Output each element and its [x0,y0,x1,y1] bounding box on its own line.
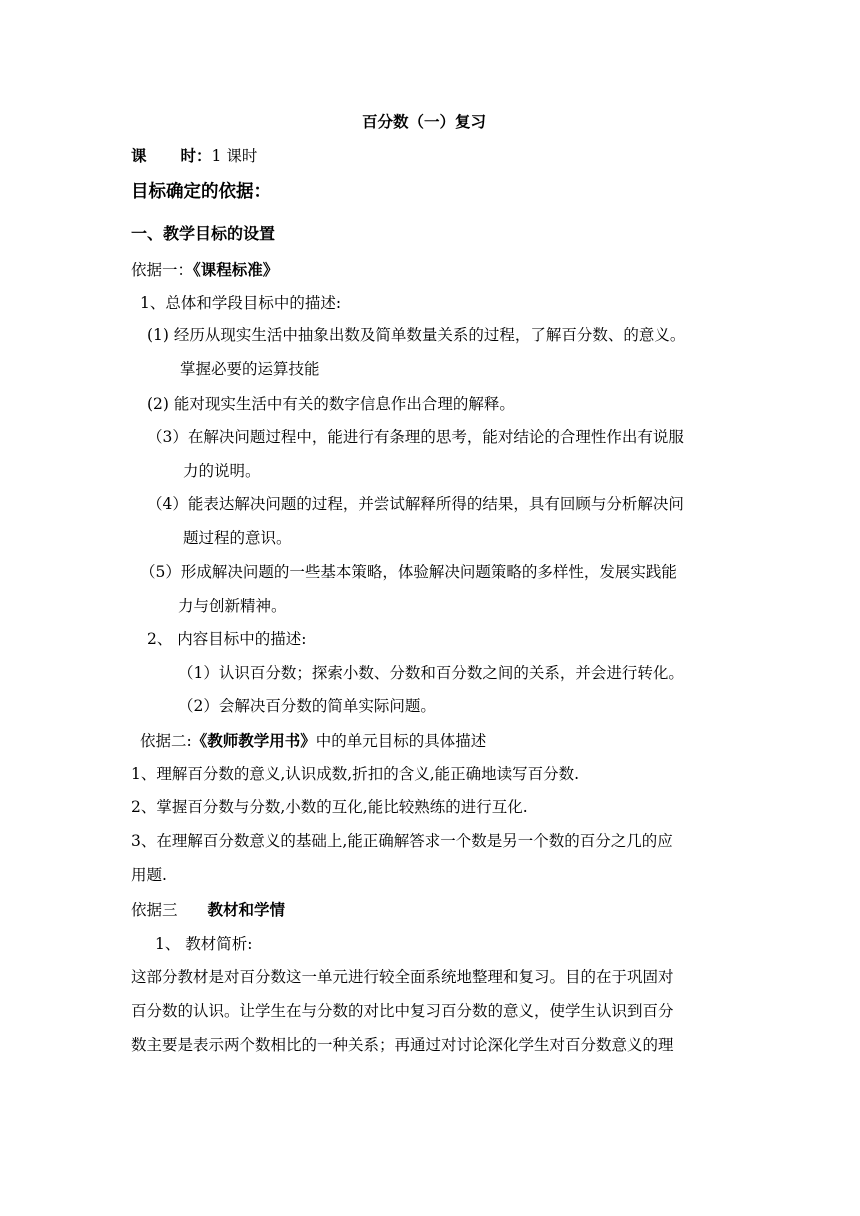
item-one-line: 力的说明。 [183,462,261,480]
basis-one-line [131,260,278,280]
item-two-line: （2）会解决百分数的简单实际问题。 [178,697,436,715]
analysis-line: 数主要是表示两个数相比的一种关系；再通过对讨论深化学生对百分数意义的理 [131,1036,674,1054]
item-one-line: 力与创新精神。 [178,597,287,615]
item-two-title: 2、 内容目标中的描述: [147,630,307,648]
period-label-a: 课 [131,146,147,165]
item-one-line: （5）形成解决问题的一些基本策略，体验解决问题策略的多样性，发展实践能 [140,563,677,581]
basis-three-topic: 教材和学情 [207,900,286,919]
document-title: 百分数（一）复习 [362,112,487,131]
unit-goal-line: 1、理解百分数的意义,认识成数,折扣的含义,能正确地读写百分数. [131,765,580,783]
item-one-line: (1) 经历从现实生活中抽象出数及简单数量关系的过程，了解百分数、的意义。 [147,326,686,344]
unit-goal-line: 2、掌握百分数与分数,小数的互化,能比较熟练的进行互化. [131,798,528,816]
item-one-line: （3）在解决问题过程中，能进行有条理的思考，能对结论的合理性作出有说服 [147,428,684,446]
period-line [131,146,257,166]
basis-three-line [131,900,285,920]
analysis-line: 这部分教材是对百分数这一单元进行较全面系统地整理和复习。目的在于巩固对 [131,968,674,986]
basis-two-line [140,731,486,751]
basis-heading: 目标确定的依据： [131,182,271,202]
item-two-line: （1）认识百分数；探索小数、分数和百分数之间的关系，并会进行转化。 [178,664,684,682]
section-heading: 一、教学目标的设置 [131,224,276,243]
item-one-line: 掌握必要的运算技能 [180,360,320,378]
item-one-line: （4）能表达解决问题的过程，并尝试解释所得的结果，具有回顾与分析解决问 [147,495,684,513]
period-value: 1 课时 [211,147,258,165]
basis-two-suffix: 中的单元目标的具体描述 [315,732,487,750]
analysis-title: 1、 教材简析: [155,935,253,953]
basis-two-book: 《教师教学用书》 [191,731,316,750]
item-one-title: 1、总体和学段目标中的描述: [140,294,342,312]
basis-two-prefix: 依据二: [140,732,192,750]
item-one-line: 题过程的意识。 [183,529,292,547]
period-label-b: 时： [180,146,212,165]
analysis-line: 百分数的认识。让学生在与分数的对比中复习百分数的意义，使学生认识到百分 [131,1002,674,1020]
basis-one-prefix: 依据一： [131,261,194,279]
item-one-line: (2) 能对现实生活中有关的数字信息作出合理的解释。 [147,395,515,413]
unit-goal-line: 3、在理解百分数意义的基础上,能正确解答求一个数是另一个数的百分之几的应 [131,832,673,850]
basis-three-prefix: 依据三 [131,901,178,919]
unit-goal-line: 用题. [131,866,167,884]
basis-one-book: 《课程标准》 [193,260,279,279]
